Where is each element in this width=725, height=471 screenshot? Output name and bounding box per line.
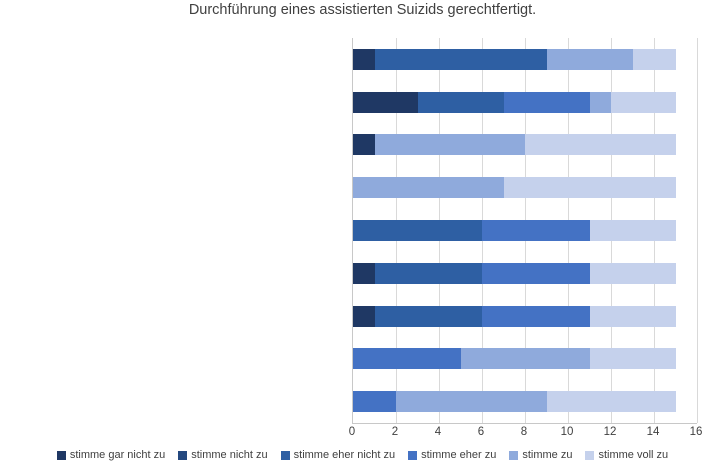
x-axis-line xyxy=(352,423,697,424)
bar-segment xyxy=(590,306,676,327)
bar-segment xyxy=(525,134,676,155)
bar-segment xyxy=(353,134,375,155)
bar-segment xyxy=(482,220,590,241)
chart-legend xyxy=(0,449,725,461)
legend-item[interactable] xyxy=(509,449,572,461)
legend-swatch-icon xyxy=(408,451,417,460)
chart-title: Durchführung eines assistierten Suizids gerechtfertigt. xyxy=(188,2,537,18)
x-tick-label: 14 xyxy=(646,426,660,438)
bar-segment xyxy=(353,220,482,241)
bar-segment xyxy=(353,263,375,284)
bar-segment xyxy=(353,391,396,412)
bar-segment xyxy=(590,92,612,113)
legend-swatch-icon xyxy=(585,451,594,460)
legend-label: stimme zu xyxy=(522,449,573,461)
bar-segment xyxy=(375,49,547,70)
bar-segment xyxy=(590,263,676,284)
x-tick-label: 12 xyxy=(603,426,617,438)
bar-segment xyxy=(353,348,461,369)
bar-segment xyxy=(482,306,590,327)
legend-swatch-icon xyxy=(509,451,518,460)
bar-segment xyxy=(353,92,418,113)
bar-segment xyxy=(461,348,590,369)
bar-row xyxy=(353,391,697,412)
bar-segment xyxy=(418,92,504,113)
legend-label: stimme eher nicht zu xyxy=(293,449,396,461)
x-tick-label: 8 xyxy=(520,426,528,438)
x-tick-label: 10 xyxy=(560,426,574,438)
x-tick-label: 2 xyxy=(391,426,399,438)
bar-row xyxy=(353,263,697,284)
legend-item[interactable] xyxy=(178,449,267,461)
bar-segment xyxy=(375,306,483,327)
legend-label: stimme eher zu xyxy=(421,449,497,461)
bar-row xyxy=(353,306,697,327)
bar-segment xyxy=(504,177,676,198)
gridline xyxy=(697,38,698,423)
bar-segment xyxy=(590,220,676,241)
bar-segment xyxy=(504,92,590,113)
x-tick-label: 0 xyxy=(348,426,356,438)
bar-row xyxy=(353,49,697,70)
legend-item[interactable] xyxy=(281,449,395,461)
bar-row xyxy=(353,92,697,113)
legend-label: stimme voll zu xyxy=(598,449,669,461)
bar-segment xyxy=(547,391,676,412)
bar-segment xyxy=(482,263,590,284)
bar-segment xyxy=(353,177,504,198)
plot-area xyxy=(352,38,697,423)
bar-row xyxy=(353,348,697,369)
x-tick-label: 4 xyxy=(434,426,442,438)
x-tick-label: 16 xyxy=(689,426,703,438)
bar-segment xyxy=(633,49,676,70)
bar-segment xyxy=(396,391,547,412)
bar-segment xyxy=(590,348,676,369)
bar-segment xyxy=(611,92,676,113)
legend-swatch-icon xyxy=(57,451,66,460)
legend-swatch-icon xyxy=(281,451,290,460)
bar-row xyxy=(353,134,697,155)
legend-label: stimme nicht zu xyxy=(191,449,268,461)
bar-segment xyxy=(353,49,375,70)
bar-segment xyxy=(375,134,526,155)
x-tick-label: 6 xyxy=(477,426,485,438)
bar-segment xyxy=(353,306,375,327)
legend-item[interactable] xyxy=(585,449,668,461)
bar-segment xyxy=(547,49,633,70)
legend-label: stimme gar nicht zu xyxy=(69,449,166,461)
legend-swatch-icon xyxy=(178,451,187,460)
legend-item[interactable] xyxy=(57,449,165,461)
bar-row xyxy=(353,177,697,198)
legend-item[interactable] xyxy=(408,449,496,461)
bar-row xyxy=(353,220,697,241)
bar-segment xyxy=(375,263,483,284)
